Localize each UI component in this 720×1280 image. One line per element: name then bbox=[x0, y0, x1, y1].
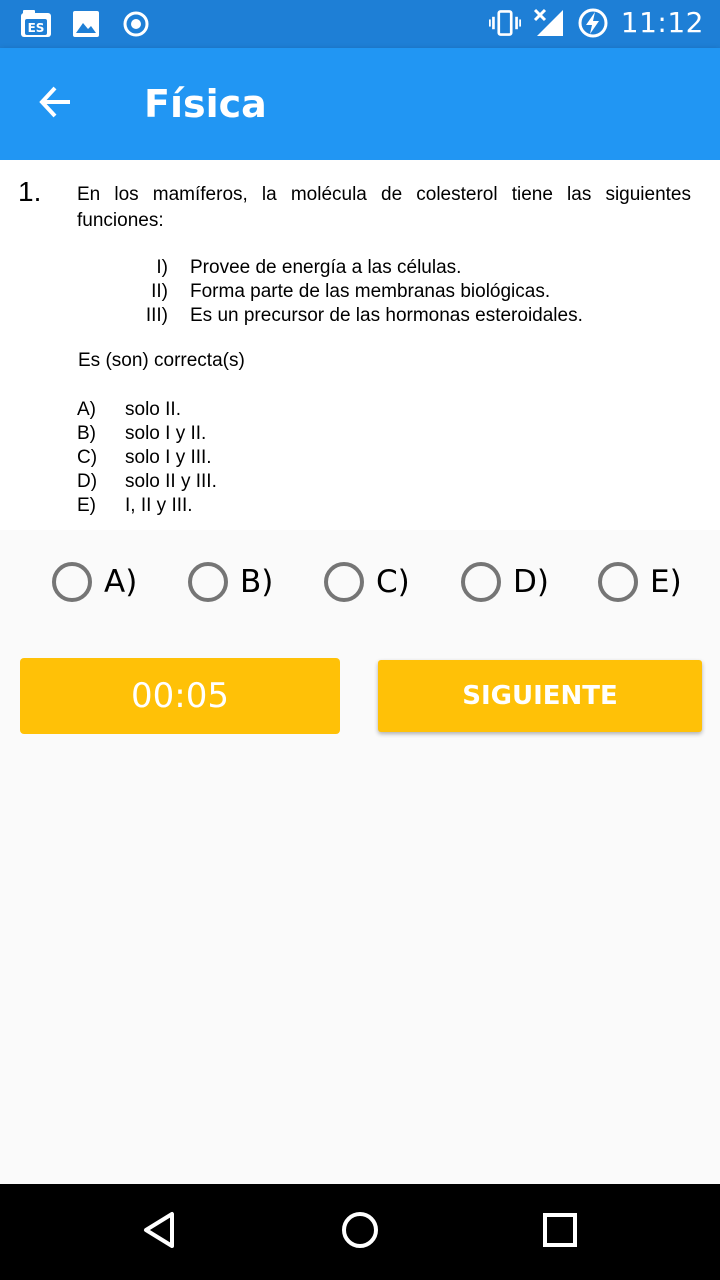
triangle-back-icon bbox=[140, 1210, 180, 1255]
statement-list bbox=[130, 256, 583, 328]
arrow-back-icon bbox=[38, 84, 74, 125]
question-number: 1. bbox=[18, 176, 42, 207]
option-text: I, II y III. bbox=[125, 495, 193, 516]
option-item bbox=[77, 446, 217, 470]
status-time: 11:12 bbox=[620, 6, 704, 39]
record-icon bbox=[120, 8, 152, 40]
option-letter: D) bbox=[77, 471, 98, 492]
nav-back-button[interactable] bbox=[136, 1208, 184, 1256]
option-text: solo II. bbox=[125, 399, 181, 420]
statement-item bbox=[130, 304, 583, 328]
square-recents-icon bbox=[540, 1210, 580, 1255]
statement-number: II) bbox=[151, 281, 168, 302]
statement-text: Es un precursor de las hormonas esteroidales. bbox=[190, 305, 583, 326]
file-manager-icon bbox=[20, 8, 52, 40]
radio-button[interactable] bbox=[324, 562, 364, 602]
radio-button[interactable] bbox=[598, 562, 638, 602]
option-text: solo I y III. bbox=[125, 447, 212, 468]
radio-label[interactable]: B) bbox=[240, 564, 274, 600]
option-list bbox=[77, 398, 217, 518]
radio-label[interactable]: D) bbox=[513, 564, 549, 600]
statement-text: Provee de energía a las células. bbox=[190, 257, 462, 278]
back-button[interactable] bbox=[24, 72, 88, 136]
answer-radio-group bbox=[0, 562, 720, 612]
option-letter: B) bbox=[77, 423, 96, 444]
statement-text: Forma parte de las membranas biológicas. bbox=[190, 281, 551, 302]
question-text: En los mamíferos, la molécula de colesterol tiene las siguientes funciones: bbox=[77, 184, 691, 231]
status-bar bbox=[0, 0, 720, 48]
radio-button[interactable] bbox=[188, 562, 228, 602]
option-text: solo II y III. bbox=[125, 471, 217, 492]
radio-answer-b[interactable] bbox=[188, 562, 273, 602]
question-prompt: Es (son) correcta(s) bbox=[78, 350, 245, 371]
option-item bbox=[77, 494, 217, 518]
radio-answer-a[interactable] bbox=[52, 562, 137, 602]
radio-answer-e[interactable] bbox=[598, 562, 682, 602]
circle-home-icon bbox=[340, 1210, 380, 1255]
radio-label[interactable]: A) bbox=[104, 564, 138, 600]
next-button[interactable]: SIGUIENTE bbox=[378, 660, 702, 732]
option-item bbox=[77, 422, 217, 446]
timer-display: 00:05 bbox=[20, 658, 340, 734]
app-bar bbox=[0, 48, 720, 160]
statement-item bbox=[130, 280, 583, 304]
option-letter: E) bbox=[77, 495, 96, 516]
statement-number: I) bbox=[156, 257, 168, 278]
question-card bbox=[0, 160, 720, 530]
no-signal-icon bbox=[533, 7, 565, 39]
radio-label[interactable]: E) bbox=[650, 564, 682, 600]
option-letter: A) bbox=[77, 399, 96, 420]
option-item bbox=[77, 470, 217, 494]
radio-button[interactable] bbox=[461, 562, 501, 602]
statement-item bbox=[130, 256, 583, 280]
statement-number: III) bbox=[145, 305, 168, 326]
image-icon bbox=[70, 8, 102, 40]
battery-charging-icon bbox=[577, 7, 609, 39]
radio-button[interactable] bbox=[52, 562, 92, 602]
option-item bbox=[77, 398, 217, 422]
nav-recents-button[interactable] bbox=[536, 1208, 584, 1256]
svg-text:ES: ES bbox=[27, 21, 45, 35]
option-text: solo I y II. bbox=[125, 423, 207, 444]
radio-answer-c[interactable] bbox=[324, 562, 410, 602]
vibrate-icon bbox=[489, 7, 521, 39]
option-letter: C) bbox=[77, 447, 98, 468]
page-title: Física bbox=[144, 82, 267, 126]
nav-home-button[interactable] bbox=[336, 1208, 384, 1256]
radio-answer-d[interactable] bbox=[461, 562, 549, 602]
radio-label[interactable]: C) bbox=[376, 564, 410, 600]
navigation-bar bbox=[0, 1184, 720, 1280]
